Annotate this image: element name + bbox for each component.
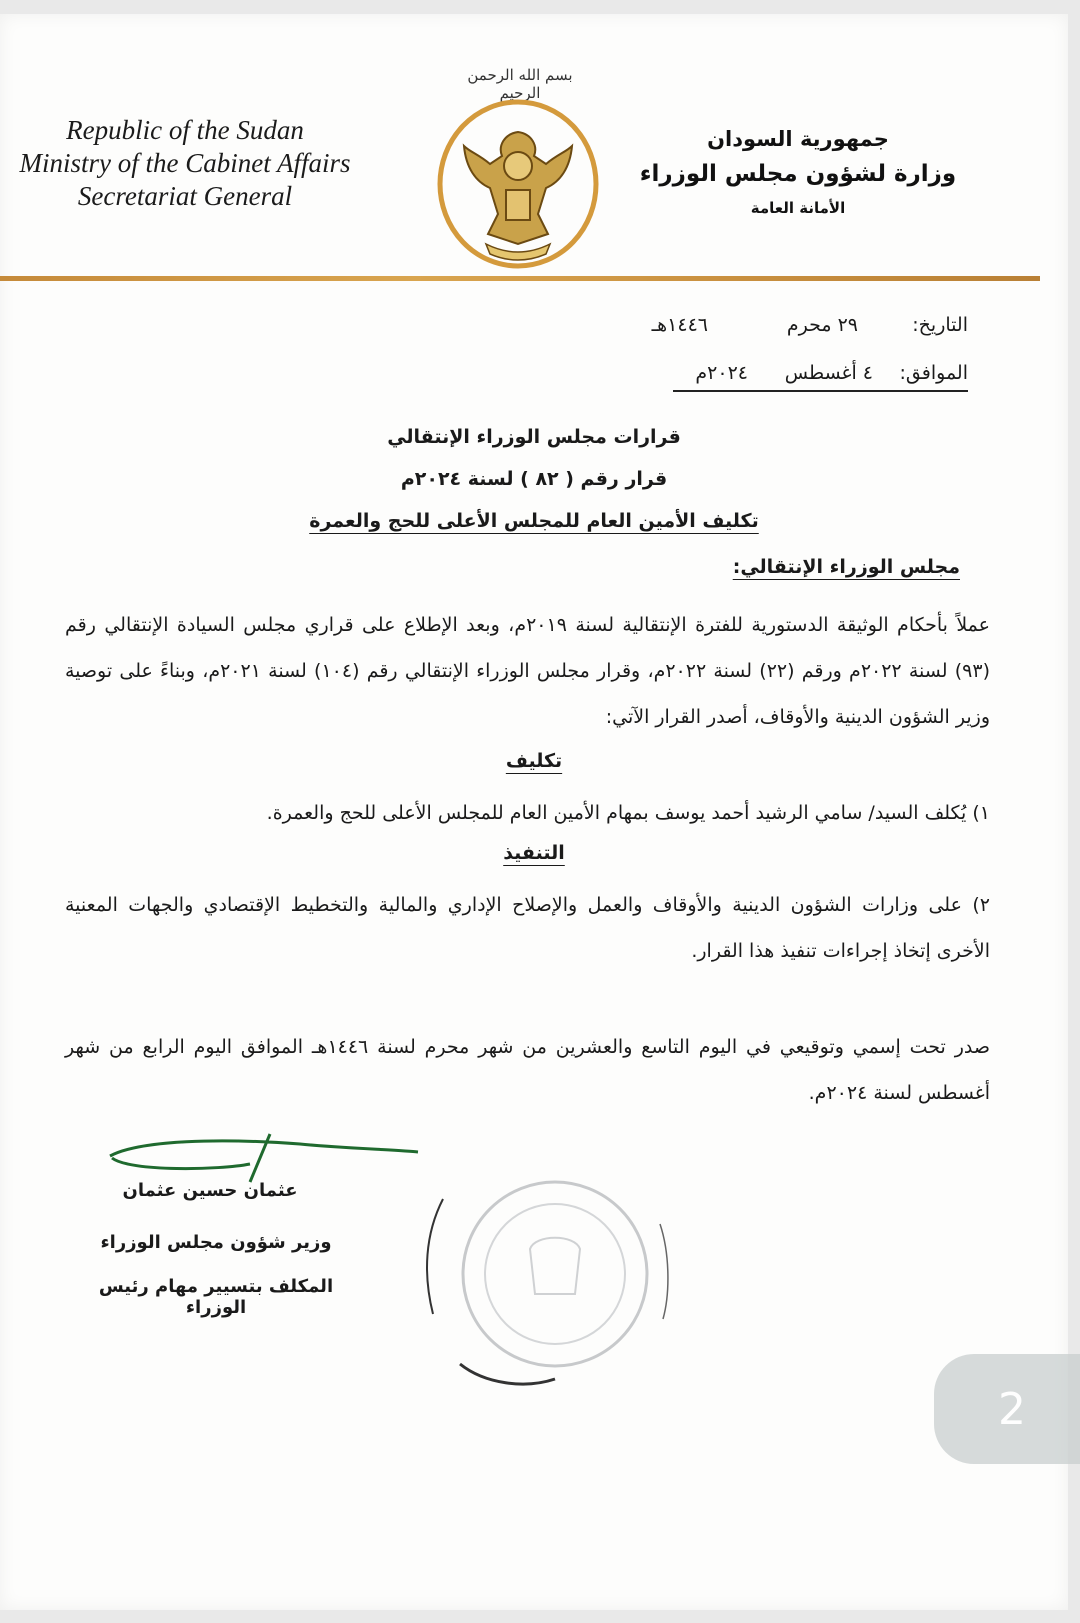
en-secretariat: Secretariat General <box>77 181 293 211</box>
date-row <box>508 308 968 342</box>
preamble-paragraph: عملاً بأحكام الوثيقة الدستورية للفترة الإنتقالية لسنة ٢٠١٩م، وبعد الإطلاع على قراري مجلس السيادة الإنتقالي رقم (٩٣) لسنة ٢٠٢٢م ورقم (٢٢) لسنة ٢٠٢٢م، وقرار مجلس الوزراء الإنتقالي رقم (١٠٤) لسنة ٢٠٢١م، وبناءً على توصية وزير الشؤون الدينية والأوقاف، أصدر القرار الآتي: <box>65 614 990 728</box>
decision-subject: تكليف الأمين العام للمجلس الأعلى للحج والعمرة <box>309 510 759 532</box>
ar-secretariat: الأمانة العامة <box>750 199 846 217</box>
date-label: التاريخ: <box>912 314 968 336</box>
handwritten-signature <box>100 1126 430 1186</box>
signatory-name: عثمان حسين عثمان <box>122 1180 298 1201</box>
english-letterhead <box>10 114 360 213</box>
decisions-title: قرارات مجلس الوزراء الإنتقالي <box>387 426 681 448</box>
sudan-emblem-icon <box>428 94 608 274</box>
ar-ministry: وزارة لشؤون مجلس الوزراء <box>639 161 957 187</box>
execution-heading: التنفيذ <box>503 842 565 864</box>
official-stamp-icon <box>415 1164 675 1404</box>
basmala-calligraphy: بسم الله الرحمن الرحيم <box>467 66 573 102</box>
signatory-title: وزير شؤون مجلس الوزراء <box>100 1232 332 1253</box>
clause-2: ٢) على وزارات الشؤون الدينية والأوقاف والعمل والإصلاح الإداري والمالية والتخطيط الإقتصادي والجهات المعنية الأخرى إتخاذ إجراءات تنفيذ هذا القرار. <box>65 894 990 962</box>
page-number-badge: 2 <box>934 1354 1080 1464</box>
hijri-year: ١٤٤٦هـ <box>651 314 708 336</box>
assignment-heading: تكليف <box>505 750 563 772</box>
decision-number: قرار رقم ( ٨٢ ) لسنة ٢٠٢٤م <box>400 468 668 490</box>
clause-1: ١) يُكلف السيد/ سامي الرشيد أحمد يوسف بمهام الأمين العام للمجلس الأعلى للحج والعمرة. <box>266 802 990 824</box>
council-heading: مجلس الوزراء الإنتقالي: <box>732 556 960 578</box>
corresponding-date-row <box>673 356 968 392</box>
signatory-role: المكلف بتسيير مهام رئيس الوزراء <box>98 1276 334 1318</box>
en-country: Republic of the Sudan <box>66 115 304 145</box>
closing-paragraph: صدر تحت إسمي وتوقيعي في اليوم التاسع والعشرين من شهر محرم لسنة ١٤٤٦هـ الموافق اليوم الرابع من شهر أغسطس لسنة ٢٠٢٤م. <box>65 1036 990 1104</box>
greg-year: ٢٠٢٤م <box>695 362 748 384</box>
header-divider <box>0 276 1040 281</box>
corresponding-label: الموافق: <box>899 362 968 384</box>
greg-day-month: ٤ أغسطس <box>784 362 873 384</box>
hijri-day-month: ٢٩ محرم <box>786 314 858 336</box>
arabic-letterhead <box>638 122 958 224</box>
ar-country: جمهورية السودان <box>707 127 889 151</box>
document-page <box>0 14 1068 1610</box>
en-ministry: Ministry of the Cabinet Affairs <box>19 148 351 178</box>
